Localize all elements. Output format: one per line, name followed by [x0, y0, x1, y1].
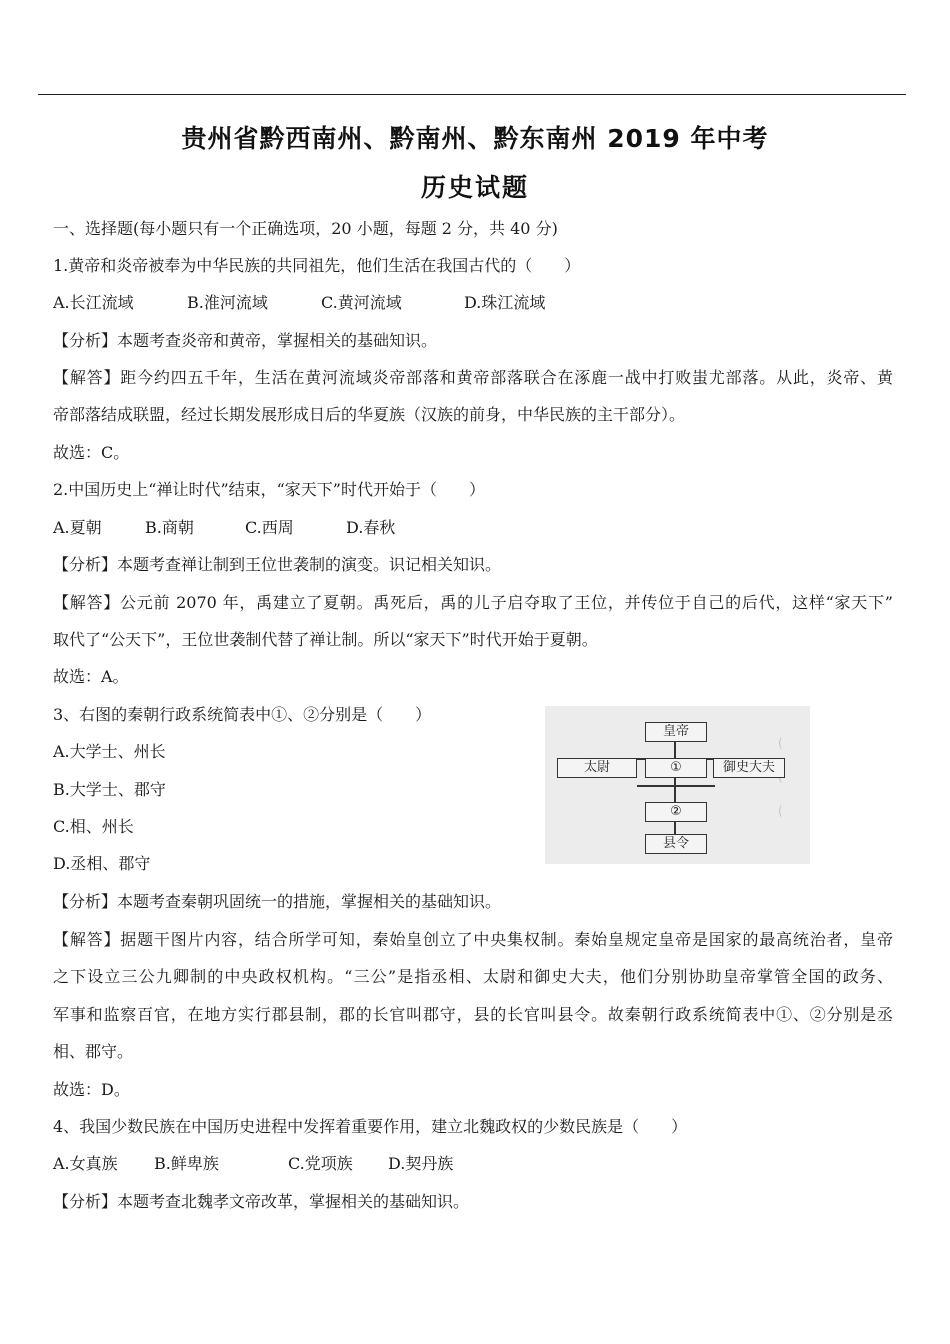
q4-analysis: 【分析】本题考查北魏孝文帝改革，掌握相关的基础知识。 — [53, 1192, 470, 1211]
q1-analysis: 【分析】本题考查炎帝和黄帝，掌握相关的基础知识。 — [53, 331, 438, 350]
q3-option-d: D.丞相、郡守 — [53, 854, 151, 873]
section-heading: 一、选择题(每小题只有一个正确选项，20 小题，每题 2 分，共 40 分) — [53, 219, 558, 238]
page-title: 贵州省黔西南州、黔南州、黔东南州 2019 年中考 — [181, 124, 769, 153]
q4-options — [53, 1154, 453, 1174]
q3-option-b: B.大学士、郡守 — [53, 780, 166, 799]
q3-option-c: C.相、州长 — [53, 817, 134, 836]
q3-stem: 3、右图的秦朝行政系统简表中①、②分别是（ ） — [53, 705, 432, 724]
q4-option-d: D.契丹族 — [388, 1154, 454, 1173]
q1-choice: 故选：C。 — [53, 443, 130, 462]
box-taiwei: 太尉 — [557, 758, 637, 778]
page-subtitle: 历史试题 — [420, 173, 529, 202]
q1-option-a: A.长江流域 — [53, 293, 134, 312]
faint-bg-mark: ( — [778, 804, 783, 818]
q4-option-b: B.鲜卑族 — [154, 1154, 219, 1173]
connector — [637, 785, 715, 787]
q1-option-c: C.黄河流域 — [321, 293, 402, 312]
q1-answer-line-2: 帝部落结成联盟，经过长期发展形成日后的华夏族（汉族的前身，中华民族的主干部分）。 — [53, 405, 686, 424]
connector — [674, 778, 676, 802]
q2-options — [53, 518, 395, 538]
q3-answer-line-1: 【解答】据题干图片内容，结合所学可知，秦始皇创立了中央集权制。秦始皇规定皇帝是国家的最高统治者，皇帝 — [53, 930, 893, 949]
header-rule — [38, 94, 906, 95]
faint-bg-mark: ( — [778, 736, 783, 750]
box-placeholder-1: ① — [645, 758, 707, 778]
q2-analysis: 【分析】本题考查禅让制到王位世袭制的演变。识记相关知识。 — [53, 555, 502, 574]
box-placeholder-2: ② — [645, 802, 707, 822]
q2-option-d: D.春秋 — [346, 518, 396, 537]
q2-answer-line-2: 取代了“公天下”，王位世袭制代替了禅让制。所以“家天下”时代开始于夏朝。 — [53, 630, 598, 649]
q1-answer-line-1: 【解答】距今约四五千年，生活在黄河流域炎帝部落和黄帝部落联合在涿鹿一战中打败蚩尤部落。从此，炎帝、黄 — [53, 368, 893, 387]
q1-stem: 1.黄帝和炎帝被奉为中华民族的共同祖先，他们生活在我国古代的（ ） — [53, 256, 581, 275]
q2-answer-line-1: 【解答】公元前 2070 年，禹建立了夏朝。禹死后，禹的儿子启夺取了王位，并传位于自己的后代，这样“家天下” — [53, 593, 893, 612]
q2-option-b: B.商朝 — [145, 518, 194, 537]
q3-option-a: A.大学士、州长 — [53, 742, 166, 761]
q2-option-a: A.夏朝 — [53, 518, 102, 537]
qin-admin-diagram — [545, 706, 810, 864]
q4-stem: 4、我国少数民族在中国历史进程中发挥着重要作用，建立北魏政权的少数民族是（ ） — [53, 1117, 688, 1136]
box-county-magistrate: 县令 — [645, 834, 707, 854]
q2-stem: 2.中国历史上“禅让时代”结束，“家天下”时代开始于（ ） — [53, 480, 485, 499]
q1-option-b: B.淮河流域 — [187, 293, 268, 312]
box-yushi-dafu: 御史大夫 — [713, 758, 785, 778]
box-emperor: 皇帝 — [645, 722, 707, 742]
q2-option-c: C.西周 — [245, 518, 294, 537]
q3-answer-line-4: 相、郡守。 — [53, 1042, 134, 1061]
q1-option-d: D.珠江流域 — [464, 293, 546, 312]
q2-choice: 故选：A。 — [53, 667, 129, 686]
q4-option-a: A.女真族 — [53, 1154, 118, 1173]
q4-option-c: C.党项族 — [288, 1154, 353, 1173]
connector — [674, 742, 676, 758]
q3-answer-line-3: 军事和监察百官，在地方实行郡县制，郡的长官叫郡守，县的长官叫县令。故秦朝行政系统简表中①、②分别是丞 — [53, 1005, 893, 1024]
connector — [674, 822, 676, 834]
q1-options — [53, 293, 545, 313]
q3-answer-line-2: 之下设立三公九卿制的中央政权机构。“三公”是指丞相、太尉和御史大夫，他们分别协助皇帝掌管全国的政务、 — [53, 967, 893, 986]
q3-analysis: 【分析】本题考查秦朝巩固统一的措施，掌握相关的基础知识。 — [53, 892, 502, 911]
q3-choice: 故选：D。 — [53, 1080, 130, 1099]
